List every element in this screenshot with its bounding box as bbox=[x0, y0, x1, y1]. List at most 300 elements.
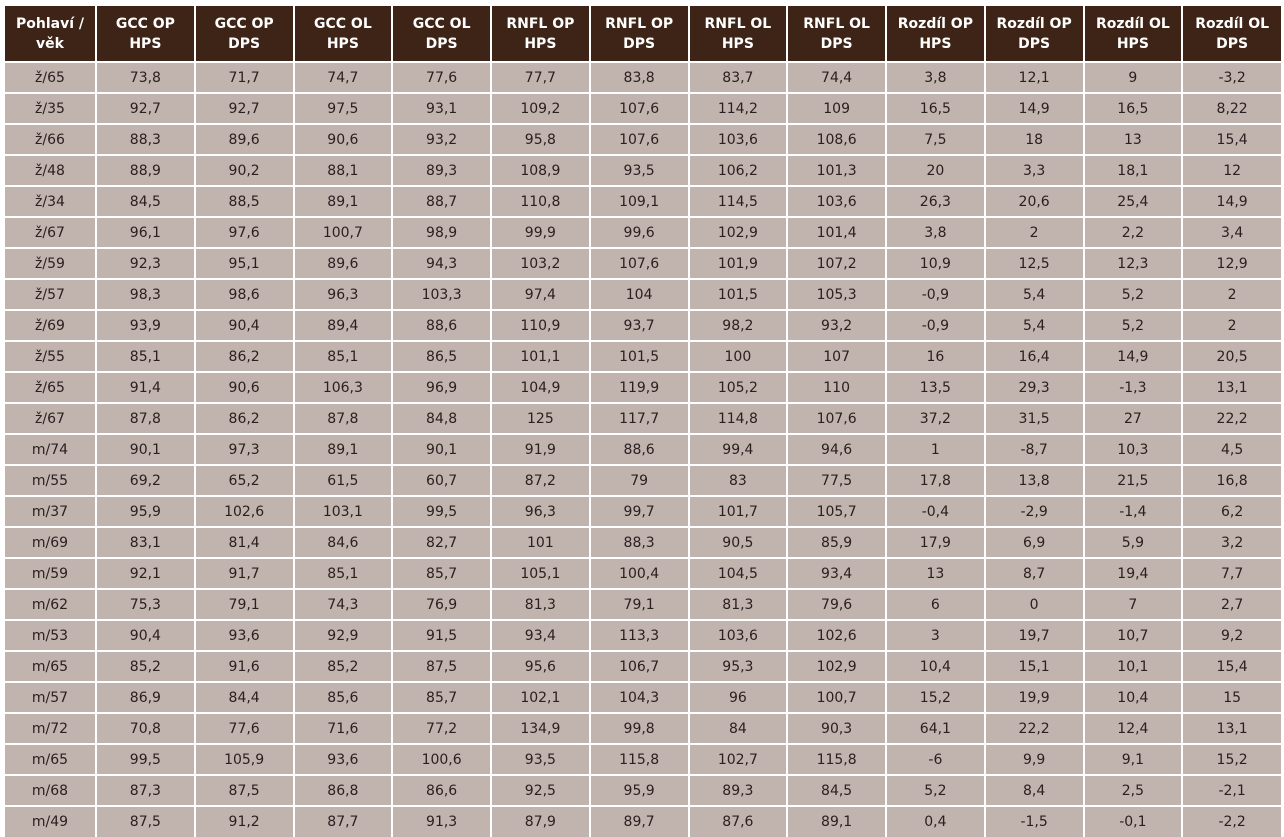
value-cell: 89,7 bbox=[590, 806, 689, 837]
sex-age-cell: m/49 bbox=[5, 806, 96, 837]
value-cell: 103,1 bbox=[294, 496, 393, 527]
sex-age-cell: ž/65 bbox=[5, 372, 96, 403]
value-cell: 89,1 bbox=[294, 186, 393, 217]
value-cell: 14,9 bbox=[1084, 341, 1183, 372]
column-header-line: HPS bbox=[524, 35, 557, 52]
table-header bbox=[5, 6, 1281, 62]
value-cell: 84,4 bbox=[195, 682, 294, 713]
value-cell: 6 bbox=[886, 589, 985, 620]
value-cell: 134,9 bbox=[491, 713, 590, 744]
value-cell: 61,5 bbox=[294, 465, 393, 496]
value-cell: -0,9 bbox=[886, 310, 985, 341]
value-cell: 89,1 bbox=[294, 434, 393, 465]
value-cell: 93,2 bbox=[392, 124, 491, 155]
value-cell: 113,3 bbox=[590, 620, 689, 651]
value-cell: 90,4 bbox=[96, 620, 195, 651]
value-cell: 3,8 bbox=[886, 217, 985, 248]
value-cell: 92,5 bbox=[491, 775, 590, 806]
value-cell: 10,4 bbox=[1084, 682, 1183, 713]
value-cell: -1,5 bbox=[985, 806, 1084, 837]
value-cell: 12,1 bbox=[985, 62, 1084, 93]
value-cell: 86,9 bbox=[96, 682, 195, 713]
sex-age-cell: m/65 bbox=[5, 651, 96, 682]
value-cell: 5,4 bbox=[985, 310, 1084, 341]
table-row bbox=[5, 589, 1281, 620]
value-cell: 9,1 bbox=[1084, 744, 1183, 775]
value-cell: 71,6 bbox=[294, 713, 393, 744]
value-cell: 107 bbox=[787, 341, 886, 372]
value-cell: 89,4 bbox=[294, 310, 393, 341]
value-cell: 90,3 bbox=[787, 713, 886, 744]
value-cell: 104,9 bbox=[491, 372, 590, 403]
column-header-line: HPS bbox=[721, 35, 754, 52]
value-cell: 83 bbox=[689, 465, 788, 496]
value-cell: 114,5 bbox=[689, 186, 788, 217]
value-cell: -0,4 bbox=[886, 496, 985, 527]
value-cell: 88,1 bbox=[294, 155, 393, 186]
value-cell: 6,2 bbox=[1182, 496, 1281, 527]
value-cell: 101,7 bbox=[689, 496, 788, 527]
value-cell: 2 bbox=[985, 217, 1084, 248]
sex-age-cell: m/59 bbox=[5, 558, 96, 589]
value-cell: 12 bbox=[1182, 155, 1281, 186]
value-cell: 100,4 bbox=[590, 558, 689, 589]
table-row bbox=[5, 124, 1281, 155]
value-cell: 119,9 bbox=[590, 372, 689, 403]
value-cell: 12,5 bbox=[985, 248, 1084, 279]
value-cell: 85,1 bbox=[96, 341, 195, 372]
value-cell: 109 bbox=[787, 93, 886, 124]
value-cell: 87,5 bbox=[96, 806, 195, 837]
value-cell: 3,8 bbox=[886, 62, 985, 93]
column-header-line: Pohlaví / bbox=[15, 15, 84, 32]
table-row bbox=[5, 186, 1281, 217]
value-cell: 88,6 bbox=[392, 310, 491, 341]
sex-age-cell: ž/67 bbox=[5, 403, 96, 434]
value-cell: 92,3 bbox=[96, 248, 195, 279]
value-cell: 7,5 bbox=[886, 124, 985, 155]
value-cell: 87,3 bbox=[96, 775, 195, 806]
value-cell: 99,6 bbox=[590, 217, 689, 248]
value-cell: 5,9 bbox=[1084, 527, 1183, 558]
value-cell: 99,4 bbox=[689, 434, 788, 465]
column-header-line: RNFL OL bbox=[803, 15, 870, 32]
value-cell: 98,2 bbox=[689, 310, 788, 341]
value-cell: 86,2 bbox=[195, 341, 294, 372]
value-cell: 16 bbox=[886, 341, 985, 372]
value-cell: 107,6 bbox=[590, 124, 689, 155]
value-cell: 65,2 bbox=[195, 465, 294, 496]
value-cell: 92,7 bbox=[96, 93, 195, 124]
sex-age-cell: m/57 bbox=[5, 682, 96, 713]
value-cell: 14,9 bbox=[1182, 186, 1281, 217]
value-cell: 84,5 bbox=[787, 775, 886, 806]
value-cell: 2,7 bbox=[1182, 589, 1281, 620]
value-cell: 99,9 bbox=[491, 217, 590, 248]
value-cell: 76,9 bbox=[392, 589, 491, 620]
value-cell: 3 bbox=[886, 620, 985, 651]
table-row bbox=[5, 434, 1281, 465]
column-header-line: RNFL OP bbox=[506, 15, 575, 32]
value-cell: 7 bbox=[1084, 589, 1183, 620]
value-cell: 70,8 bbox=[96, 713, 195, 744]
table-container bbox=[5, 6, 1281, 837]
value-cell: 87,9 bbox=[491, 806, 590, 837]
value-cell: 79,1 bbox=[195, 589, 294, 620]
value-cell: 103,6 bbox=[689, 124, 788, 155]
value-cell: 29,3 bbox=[985, 372, 1084, 403]
column-header-line: HPS bbox=[129, 35, 162, 52]
value-cell: 20,6 bbox=[985, 186, 1084, 217]
table-row bbox=[5, 310, 1281, 341]
value-cell: 22,2 bbox=[985, 713, 1084, 744]
value-cell: 107,6 bbox=[787, 403, 886, 434]
value-cell: 2 bbox=[1182, 279, 1281, 310]
value-cell: 85,7 bbox=[392, 558, 491, 589]
value-cell: 103,3 bbox=[392, 279, 491, 310]
table-row bbox=[5, 682, 1281, 713]
value-cell: 77,7 bbox=[491, 62, 590, 93]
value-cell: 87,2 bbox=[491, 465, 590, 496]
value-cell: 60,7 bbox=[392, 465, 491, 496]
value-cell: 96,1 bbox=[96, 217, 195, 248]
value-cell: 87,7 bbox=[294, 806, 393, 837]
value-cell: 101,4 bbox=[787, 217, 886, 248]
column-header bbox=[294, 6, 393, 62]
value-cell: 93,6 bbox=[195, 620, 294, 651]
value-cell: 15 bbox=[1182, 682, 1281, 713]
value-cell: 86,8 bbox=[294, 775, 393, 806]
value-cell: 7,7 bbox=[1182, 558, 1281, 589]
value-cell: 104,3 bbox=[590, 682, 689, 713]
value-cell: 90,1 bbox=[392, 434, 491, 465]
value-cell: 13,1 bbox=[1182, 713, 1281, 744]
value-cell: 108,9 bbox=[491, 155, 590, 186]
value-cell: 117,7 bbox=[590, 403, 689, 434]
value-cell: 87,8 bbox=[294, 403, 393, 434]
value-cell: 91,2 bbox=[195, 806, 294, 837]
value-cell: 101,5 bbox=[590, 341, 689, 372]
value-cell: 85,7 bbox=[392, 682, 491, 713]
column-header-line: HPS bbox=[1116, 35, 1149, 52]
value-cell: 108,6 bbox=[787, 124, 886, 155]
value-cell: 75,3 bbox=[96, 589, 195, 620]
table-row bbox=[5, 527, 1281, 558]
value-cell: 18,1 bbox=[1084, 155, 1183, 186]
column-header-line: RNFL OL bbox=[704, 15, 772, 32]
value-cell: 92,1 bbox=[96, 558, 195, 589]
sex-age-cell: ž/57 bbox=[5, 279, 96, 310]
value-cell: -3,2 bbox=[1182, 62, 1281, 93]
value-cell: 94,3 bbox=[392, 248, 491, 279]
table-row bbox=[5, 775, 1281, 806]
sex-age-cell: m/68 bbox=[5, 775, 96, 806]
value-cell: 97,3 bbox=[195, 434, 294, 465]
value-cell: 92,9 bbox=[294, 620, 393, 651]
value-cell: 110,9 bbox=[491, 310, 590, 341]
value-cell: 27 bbox=[1084, 403, 1183, 434]
value-cell: 9,2 bbox=[1182, 620, 1281, 651]
value-cell: 3,3 bbox=[985, 155, 1084, 186]
value-cell: 31,5 bbox=[985, 403, 1084, 434]
value-cell: -6 bbox=[886, 744, 985, 775]
value-cell: 8,7 bbox=[985, 558, 1084, 589]
value-cell: 95,3 bbox=[689, 651, 788, 682]
column-header-line: HPS bbox=[326, 35, 359, 52]
value-cell: 98,6 bbox=[195, 279, 294, 310]
value-cell: 37,2 bbox=[886, 403, 985, 434]
value-cell: 79 bbox=[590, 465, 689, 496]
value-cell: 86,2 bbox=[195, 403, 294, 434]
value-cell: 99,8 bbox=[590, 713, 689, 744]
value-cell: 102,7 bbox=[689, 744, 788, 775]
value-cell: 88,3 bbox=[96, 124, 195, 155]
value-cell: 18 bbox=[985, 124, 1084, 155]
table-row bbox=[5, 558, 1281, 589]
table-row bbox=[5, 651, 1281, 682]
value-cell: 77,2 bbox=[392, 713, 491, 744]
value-cell: -1,4 bbox=[1084, 496, 1183, 527]
sex-age-cell: m/69 bbox=[5, 527, 96, 558]
value-cell: 74,7 bbox=[294, 62, 393, 93]
value-cell: 93,9 bbox=[96, 310, 195, 341]
value-cell: 96,3 bbox=[294, 279, 393, 310]
value-cell: -2,9 bbox=[985, 496, 1084, 527]
value-cell: 106,2 bbox=[689, 155, 788, 186]
value-cell: 16,4 bbox=[985, 341, 1084, 372]
table-row bbox=[5, 465, 1281, 496]
value-cell: 89,6 bbox=[294, 248, 393, 279]
value-cell: 85,2 bbox=[294, 651, 393, 682]
value-cell: 77,6 bbox=[392, 62, 491, 93]
value-cell: 87,5 bbox=[195, 775, 294, 806]
value-cell: 93,4 bbox=[787, 558, 886, 589]
value-cell: 5,2 bbox=[1084, 279, 1183, 310]
table-row bbox=[5, 403, 1281, 434]
value-cell: 102,9 bbox=[689, 217, 788, 248]
value-cell: 95,9 bbox=[96, 496, 195, 527]
value-cell: 96,9 bbox=[392, 372, 491, 403]
value-cell: 84,8 bbox=[392, 403, 491, 434]
value-cell: 10,4 bbox=[886, 651, 985, 682]
value-cell: 2,5 bbox=[1084, 775, 1183, 806]
data-table bbox=[5, 6, 1281, 837]
column-header-line: GCC OP bbox=[214, 15, 274, 32]
column-header-line: DPS bbox=[228, 35, 261, 52]
column-header bbox=[590, 6, 689, 62]
column-header-line: GCC OP bbox=[115, 15, 175, 32]
column-header bbox=[491, 6, 590, 62]
table-row bbox=[5, 248, 1281, 279]
value-cell: -1,3 bbox=[1084, 372, 1183, 403]
value-cell: 77,6 bbox=[195, 713, 294, 744]
value-cell: 17,8 bbox=[886, 465, 985, 496]
value-cell: 115,8 bbox=[590, 744, 689, 775]
value-cell: 102,6 bbox=[787, 620, 886, 651]
value-cell: 15,2 bbox=[886, 682, 985, 713]
value-cell: -0,9 bbox=[886, 279, 985, 310]
value-cell: 79,1 bbox=[590, 589, 689, 620]
value-cell: -2,2 bbox=[1182, 806, 1281, 837]
value-cell: 95,6 bbox=[491, 651, 590, 682]
value-cell: -0,1 bbox=[1084, 806, 1183, 837]
value-cell: 104 bbox=[590, 279, 689, 310]
value-cell: 19,4 bbox=[1084, 558, 1183, 589]
sex-age-cell: ž/67 bbox=[5, 217, 96, 248]
value-cell: 97,5 bbox=[294, 93, 393, 124]
column-header-line: věk bbox=[36, 35, 64, 52]
value-cell: 109,2 bbox=[491, 93, 590, 124]
sex-age-cell: m/55 bbox=[5, 465, 96, 496]
value-cell: 20,5 bbox=[1182, 341, 1281, 372]
value-cell: 93,5 bbox=[491, 744, 590, 775]
value-cell: 91,9 bbox=[491, 434, 590, 465]
column-header-line: Rozdíl OP bbox=[996, 15, 1072, 32]
value-cell: 19,7 bbox=[985, 620, 1084, 651]
value-cell: 17,9 bbox=[886, 527, 985, 558]
value-cell: 105,2 bbox=[689, 372, 788, 403]
value-cell: 91,3 bbox=[392, 806, 491, 837]
value-cell: 99,5 bbox=[392, 496, 491, 527]
value-cell: 97,4 bbox=[491, 279, 590, 310]
value-cell: 84,5 bbox=[96, 186, 195, 217]
value-cell: 9 bbox=[1084, 62, 1183, 93]
value-cell: 101,5 bbox=[689, 279, 788, 310]
column-header-line: GCC OL bbox=[314, 15, 372, 32]
value-cell: 88,7 bbox=[392, 186, 491, 217]
value-cell: 82,7 bbox=[392, 527, 491, 558]
value-cell: 106,3 bbox=[294, 372, 393, 403]
value-cell: 101,9 bbox=[689, 248, 788, 279]
value-cell: 0,4 bbox=[886, 806, 985, 837]
column-header-line: DPS bbox=[425, 35, 458, 52]
value-cell: 16,8 bbox=[1182, 465, 1281, 496]
value-cell: 79,6 bbox=[787, 589, 886, 620]
value-cell: 5,4 bbox=[985, 279, 1084, 310]
value-cell: 86,5 bbox=[392, 341, 491, 372]
value-cell: 2 bbox=[1182, 310, 1281, 341]
value-cell: 8,4 bbox=[985, 775, 1084, 806]
table-row bbox=[5, 155, 1281, 186]
value-cell: 26,3 bbox=[886, 186, 985, 217]
value-cell: 4,5 bbox=[1182, 434, 1281, 465]
value-cell: 105,3 bbox=[787, 279, 886, 310]
value-cell: 3,4 bbox=[1182, 217, 1281, 248]
value-cell: 3,2 bbox=[1182, 527, 1281, 558]
column-header-line: DPS bbox=[623, 35, 656, 52]
value-cell: 102,6 bbox=[195, 496, 294, 527]
value-cell: 90,2 bbox=[195, 155, 294, 186]
value-cell: 94,6 bbox=[787, 434, 886, 465]
value-cell: 93,1 bbox=[392, 93, 491, 124]
value-cell: 15,2 bbox=[1182, 744, 1281, 775]
table-row bbox=[5, 93, 1281, 124]
value-cell: 93,2 bbox=[787, 310, 886, 341]
value-cell: 74,4 bbox=[787, 62, 886, 93]
table-row bbox=[5, 341, 1281, 372]
value-cell: 91,6 bbox=[195, 651, 294, 682]
value-cell: 110 bbox=[787, 372, 886, 403]
value-cell: 2,2 bbox=[1084, 217, 1183, 248]
column-header-line: RNFL OP bbox=[605, 15, 674, 32]
value-cell: 100,6 bbox=[392, 744, 491, 775]
column-header bbox=[1182, 6, 1281, 62]
sex-age-cell: ž/48 bbox=[5, 155, 96, 186]
table-row bbox=[5, 279, 1281, 310]
value-cell: 105,7 bbox=[787, 496, 886, 527]
value-cell: 5,2 bbox=[1084, 310, 1183, 341]
value-cell: 88,6 bbox=[590, 434, 689, 465]
column-header-line: Rozdíl OL bbox=[1095, 15, 1170, 32]
value-cell: 13 bbox=[886, 558, 985, 589]
value-cell: 12,9 bbox=[1182, 248, 1281, 279]
value-cell: 90,6 bbox=[195, 372, 294, 403]
value-cell: 102,1 bbox=[491, 682, 590, 713]
value-cell: 90,6 bbox=[294, 124, 393, 155]
value-cell: 107,2 bbox=[787, 248, 886, 279]
value-cell: 114,8 bbox=[689, 403, 788, 434]
value-cell: 85,2 bbox=[96, 651, 195, 682]
value-cell: 89,3 bbox=[689, 775, 788, 806]
sex-age-cell: m/74 bbox=[5, 434, 96, 465]
sex-age-cell: m/62 bbox=[5, 589, 96, 620]
value-cell: 107,6 bbox=[590, 93, 689, 124]
value-cell: 87,6 bbox=[689, 806, 788, 837]
value-cell: 95,9 bbox=[590, 775, 689, 806]
value-cell: 91,5 bbox=[392, 620, 491, 651]
value-cell: 125 bbox=[491, 403, 590, 434]
sex-age-cell: ž/69 bbox=[5, 310, 96, 341]
value-cell: 85,9 bbox=[787, 527, 886, 558]
value-cell: 10,9 bbox=[886, 248, 985, 279]
value-cell: 91,7 bbox=[195, 558, 294, 589]
value-cell: 84 bbox=[689, 713, 788, 744]
value-cell: 89,3 bbox=[392, 155, 491, 186]
value-cell: 93,6 bbox=[294, 744, 393, 775]
value-cell: 93,4 bbox=[491, 620, 590, 651]
value-cell: 71,7 bbox=[195, 62, 294, 93]
value-cell: 15,1 bbox=[985, 651, 1084, 682]
sex-age-cell: m/65 bbox=[5, 744, 96, 775]
sex-age-cell: ž/59 bbox=[5, 248, 96, 279]
value-cell: 8,22 bbox=[1182, 93, 1281, 124]
column-header bbox=[787, 6, 886, 62]
value-cell: 14,9 bbox=[985, 93, 1084, 124]
value-cell: 13,8 bbox=[985, 465, 1084, 496]
sex-age-cell: ž/55 bbox=[5, 341, 96, 372]
value-cell: 106,7 bbox=[590, 651, 689, 682]
table-row bbox=[5, 62, 1281, 93]
sex-age-cell: ž/65 bbox=[5, 62, 96, 93]
value-cell: 87,8 bbox=[96, 403, 195, 434]
value-cell: 102,9 bbox=[787, 651, 886, 682]
column-header bbox=[392, 6, 491, 62]
value-cell: 15,4 bbox=[1182, 124, 1281, 155]
value-cell: 100 bbox=[689, 341, 788, 372]
value-cell: 81,4 bbox=[195, 527, 294, 558]
value-cell: 81,3 bbox=[689, 589, 788, 620]
column-header bbox=[1084, 6, 1183, 62]
value-cell: 85,1 bbox=[294, 558, 393, 589]
column-header-line: HPS bbox=[919, 35, 952, 52]
value-cell: 16,5 bbox=[1084, 93, 1183, 124]
value-cell: 90,5 bbox=[689, 527, 788, 558]
value-cell: 20 bbox=[886, 155, 985, 186]
value-cell: 10,3 bbox=[1084, 434, 1183, 465]
value-cell: 114,2 bbox=[689, 93, 788, 124]
column-header-line: GCC OL bbox=[412, 15, 471, 32]
value-cell: 77,5 bbox=[787, 465, 886, 496]
